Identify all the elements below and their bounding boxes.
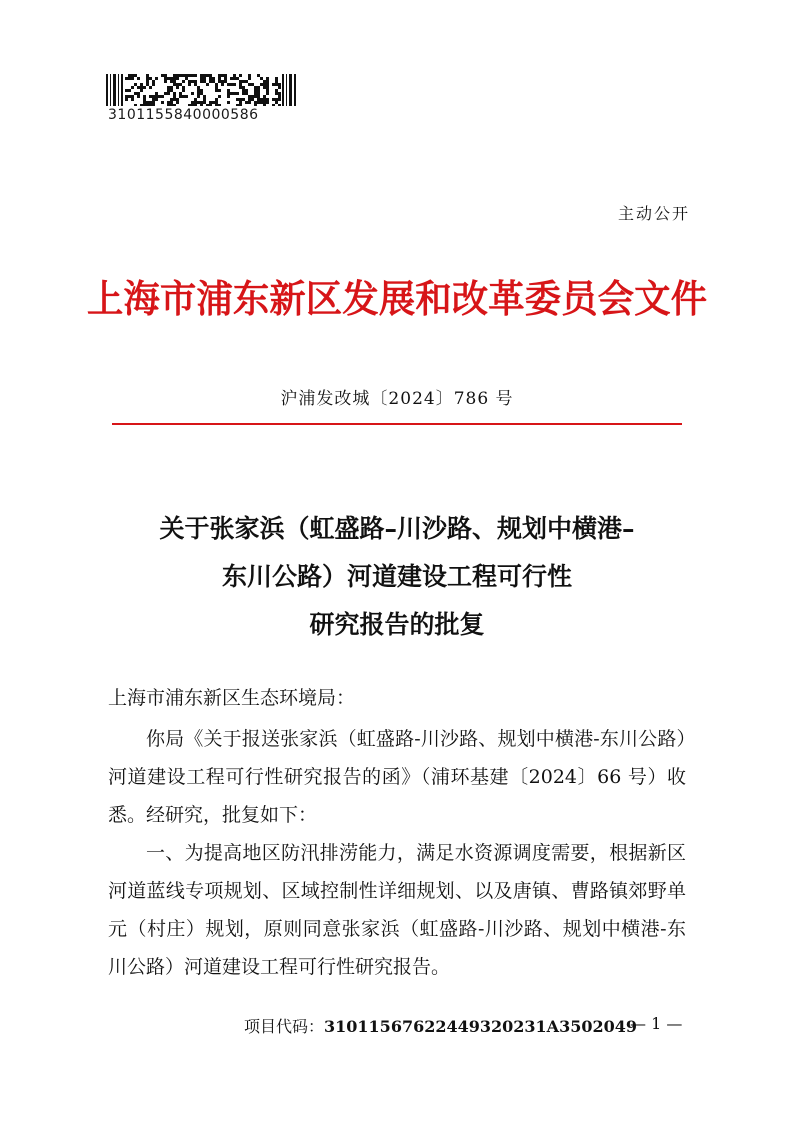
title-line: 研究报告的批复	[309, 610, 485, 639]
barcode-number: 3101155840000586	[108, 107, 259, 123]
body-text	[108, 720, 686, 986]
project-code	[244, 1014, 637, 1037]
project-code-label: 项目代码：	[244, 1017, 325, 1036]
addressee: 上海市浦东新区生态环境局：	[108, 687, 356, 709]
title-line: 关于张家浜（虹盛路–川沙路、规划中横港–	[159, 514, 635, 543]
body-paragraph: 一、为提高地区防汛排涝能力，满足水资源调度需要，根据新区河道蓝线专项规划、区域控制性详细规划、以及唐镇、曹路镇郊野单元（村庄）规划，原则同意张家浜（虹盛路-川沙路、规划中横港-东川公路）河道建设工程可行性研究报告。	[108, 842, 686, 978]
body-paragraph: 你局《关于报送张家浜（虹盛路-川沙路、规划中横港-东川公路）河道建设工程可行性研究报告的函》（浦环基建〔2024〕66 号）收悉。经研究，批复如下：	[108, 728, 686, 826]
barcode-image	[106, 74, 296, 106]
document-number: 沪浦发改城〔2024〕786 号	[280, 389, 514, 409]
project-code-value: 31011567622449320231A3502049	[324, 1017, 638, 1036]
disclosure-label: 主动公开	[617, 204, 690, 223]
issuing-authority-title: 上海市浦东新区发展和改革委员会文件	[86, 276, 708, 321]
red-separator-line	[112, 423, 682, 425]
document-title	[0, 505, 794, 649]
page-number: — 1 —	[630, 1014, 683, 1033]
title-line: 东川公路）河道建设工程可行性	[221, 562, 572, 591]
